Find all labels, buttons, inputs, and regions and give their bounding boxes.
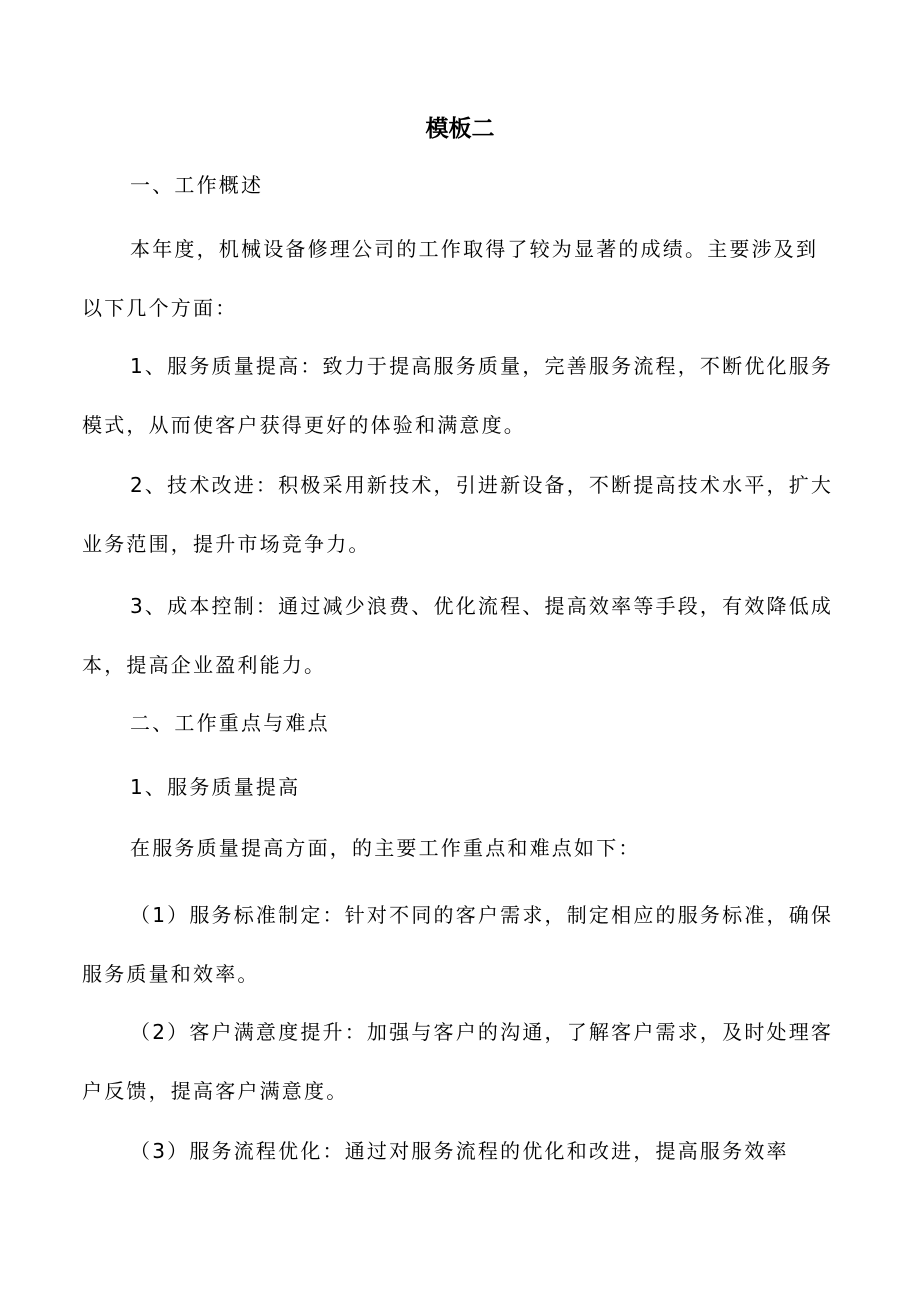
paragraph-item-3: 3、成本控制：通过减少浪费、优化流程、提高效率等手段，有效降低成本，提高企业盈利能力。	[82, 594, 834, 677]
subheading-service-quality: 1、服务质量提高	[130, 775, 301, 799]
paragraph-point-1: （1）服务标准制定：针对不同的客户需求，制定相应的服务标准，确保服务质量和效率。	[82, 903, 834, 986]
section-heading-focus: 二、工作重点与难点	[130, 711, 330, 735]
section-heading-overview: 一、工作概述	[130, 173, 264, 197]
paragraph-item-2: 2、技术改进：积极采用新技术，引进新设备，不断提高技术水平，扩大业务范围，提升市场竞争力。	[82, 473, 834, 556]
paragraph-point-3: （3）服务流程优化：通过对服务流程的优化和改进，提高服务效率	[130, 1139, 789, 1163]
paragraph-intro: 本年度，机械设备修理公司的工作取得了较为显著的成绩。主要涉及到以下几个方面：	[82, 237, 819, 320]
paragraph-focus-intro: 在服务质量提高方面，的主要工作重点和难点如下：	[130, 836, 641, 860]
document-title: 模板二	[425, 116, 495, 142]
paragraph-point-2: （2）客户满意度提升：加强与客户的沟通，了解客户需求，及时处理客户反馈，提高客户满意度。	[82, 1020, 834, 1103]
paragraph-item-1: 1、服务质量提高：致力于提高服务质量，完善服务流程，不断优化服务模式，从而使客户获得更好的体验和满意度。	[82, 354, 834, 437]
